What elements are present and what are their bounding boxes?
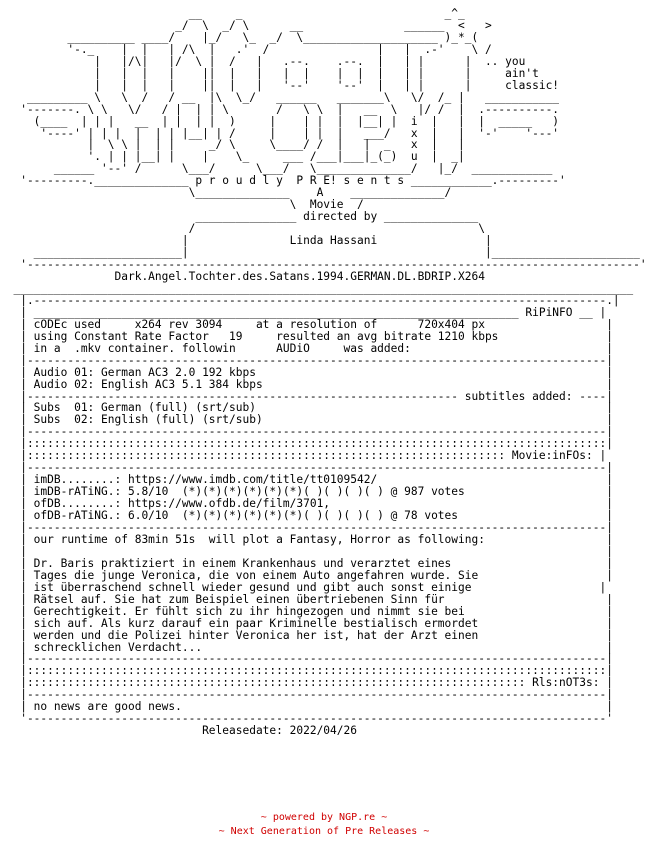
nfo-line: | Subs 01: German (full) (srt/sub) | [0,401,613,415]
nfo-line: \ Movie / [0,198,364,212]
nfo-line: | Audio 01: German AC3 2.0 192 kbps | [0,365,613,379]
nfo-line: | schrecklichen Verdacht... | [0,640,613,654]
nfo-line: | | | | || | | | | | | | | | | ain't [0,66,539,80]
nfo-line: | imDB-rATiNG.: 5.8/10 (*)(*)(*)(*)(*)(*)( )( )( )( ) @ 987 votes | [0,485,613,499]
nfo-line: | werden und die Polizei hinter Veronica her ist, hat der Arzt einen | [0,628,613,642]
nfo-line: | |/\| |/ \ | / | .--. .--. | | | | .. you [0,54,526,68]
nfo-line: |--------------------------------------------------------------------------------------| [0,353,613,367]
nfo-line: |--------------------------------------------------------------------------------------| [0,652,613,666]
nfo-line: | ofDB-rATiNG.: 6.0/10 (*)(*)(*)(*)(*)(*)( )( )( )( ) @ 78 votes | [0,509,613,523]
nfo-line: | Tages die junge Veronica, die von einem Auto angefahren wurde. Sie | [0,568,613,582]
tagline-footer: ~ Next Generation of Pre Releases ~ [218,826,430,837]
nfo-line: '-------------------------------------------------------------------------------------------' [0,258,647,272]
nfo-line: |::::::::::::::::::::::::::::::::::::::::::::::::::::::::::::::::::::::::::::::::::::::| [0,664,613,678]
nfo-line: ____________________________________________________________________________________________ [0,281,634,295]
nfo-line: | imDB........: https://www.imdb.com/title/tt0109542/ | [0,473,613,487]
nfo-line: '. | | |__| | | \_ ___ /___|___|_(_) u | _| [0,150,465,164]
nfo-line: | Rätsel auf. Sie hat zum Beispiel einen übertriebenen Sinn für | [0,592,613,606]
nfo-line: \______________ A ______________/ [0,186,452,200]
nfo-line: '---------.______________ p r o u d l y P R E! s e n t s ____________.---------' [0,174,566,188]
nfo-line: | Dr. Baris praktiziert in einem Krankenhaus und verarztet eines | [0,556,613,570]
nfo-line: | \ \ | | | _/ \ \____/ / | | _ x | | [0,138,465,152]
nfo-line: '--------------------------------------------------------------------------------------' [0,712,613,726]
nfo-line: | in a .mkv container. followin AUDiO was added: | [0,341,613,355]
nfo-line: |::::::::::::::::::::::::::::::::::::::::::::::::::::::::::::::::::::::: Movie:inFOs: | [0,449,607,463]
nfo-line: _/ \ _/ \ __ ______ < > [0,18,492,32]
nfo-line: _______________ directed by ______________ [0,210,479,224]
nfo-line: |--------------------------------------------------------------------------------------| [0,461,613,475]
nfo-line: |--------------------------------------------------------------------------------------| [0,425,613,439]
nfo-line: | Subs 02: English (full) (srt/sub) | [0,413,613,427]
nfo-line: | | [0,544,613,558]
nfo-line: ______________________| |______________________ [0,246,640,260]
nfo-line: __________ ____/ |_/ \_ _/ \____________________ )_*_( [0,30,479,44]
nfo-line: / \ [0,222,485,236]
nfo-line: _________ \ \ / / __ |\ \_/ ______ _______\ \/ /_ | ___________ [0,90,560,104]
nfo-line: |---------------------------------------------------------------- subtitles added: ----| [0,389,613,403]
nfo-line: | no news are good news. | [0,700,613,714]
nfo-line: '-------. \ \ \/ / | | | \ / \ \ | __ \ |/ / | .----------. [0,102,560,116]
nfo-line: '----' | | | | | | |__| | / | | | | ___/ x | | '-' '---' [0,126,560,140]
nfo-line: __ _ _^_ [0,7,465,20]
nfo-line: | Linda Hassani | [0,234,492,248]
nfo-line: |--------------------------------------------------------------------------------------| [0,688,613,702]
nfo-line: |:::::::::::::::::::::::::::::::::::::::::::::::::::::::::::::::::::::::::: Rls:nOT3s: | [0,676,613,690]
nfo-text [0,8,647,737]
nfo-line: |--------------------------------------------------------------------------------------| [0,520,613,534]
nfo-line: ______ '--' / \___/ \___/ \______________/ |_/ ____________ [0,162,553,176]
nfo-line: | sich auf. Als kurz darauf ein paar Kriminelle bestialisch ermordet | [0,616,613,630]
nfo-line: Releasedate: 2022/04/26 [0,724,357,738]
nfo-line: |::::::::::::::::::::::::::::::::::::::::::::::::::::::::::::::::::::::::::::::::::::::| [0,437,613,451]
nfo-line: | ofDB........: https://www.ofdb.de/film/3701, | [0,497,613,511]
nfo-line: | ________________________________________________________________________ RiPiNFO __ | [0,305,607,319]
nfo-line: Dark.Angel.Tochter.des.Satans.1994.GERMAN.DL.BDRIP.X264 [0,269,485,283]
powered-by-footer: ~ powered by NGP.re ~ [260,812,388,823]
nfo-line: | cODEc used x264 rev 3094 at a resolution of 720x404 px | [0,317,613,331]
nfo-line: | Audio 02: English AC3 5.1 384 kbps | [0,377,613,391]
nfo-line: |.-------------------------------------------------------------------------------------.| [0,293,620,307]
nfo-line: | using Constant Rate Factor 19 resulted an avg bitrate 1210 kbps | [0,329,613,343]
nfo-line: | our runtime of 83min 51s will plot a Fantasy, Horror as following: | [0,532,613,546]
nfo-line: | Gerechtigkeit. Er fühlt sich zu ihr hingezogen und nimmt sie bei | [0,604,613,618]
nfo-line: '-._ | | | /\ | .' / | | .-' \ / [0,42,492,56]
nfo-line: | | | | || | | '--' '--' | | | | classic! [0,78,560,92]
nfo-line: (____ | | | __ | | | | ) | | | | |__| | i | | | _____ ) [0,114,560,128]
nfo-line: | ist überraschend schnell wieder gesund und gibt auch sonst einige | [0,580,607,594]
